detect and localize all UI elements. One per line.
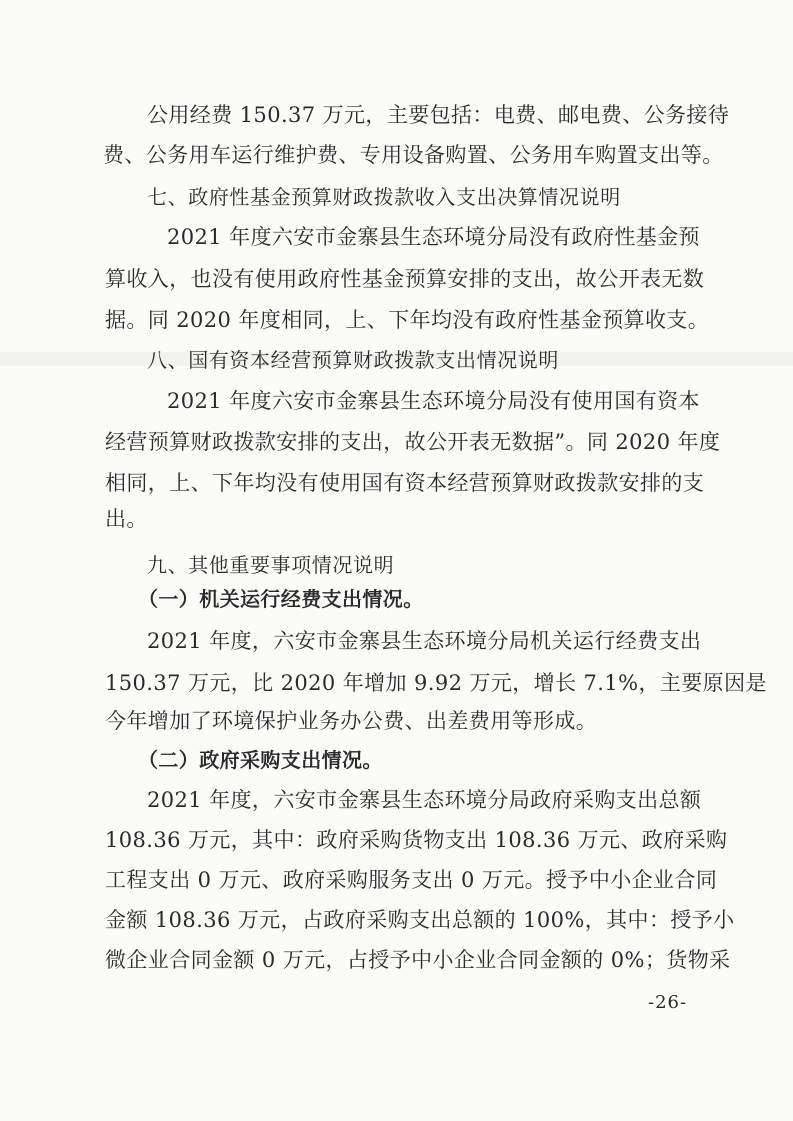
text-line: 出。 [105,507,148,531]
text-line: 150.37 万元，比 2020 年增加 9.92 万元，增长 7.1%，主要原因是 [105,671,767,695]
section-heading: 七、政府性基金预算财政拨款收入支出决算情况说明 [147,185,621,209]
section-heading: 八、国有资本经营预算财政拨款支出情况说明 [147,348,559,372]
subsection-heading: （一）机关运行经费支出情况。 [138,587,424,611]
text-line: 公用经费 150.37 万元，主要包括：电费、邮电费、公务接待 [147,103,730,127]
text-line: 微企业合同金额 0 万元，占授予中小企业合同金额的 0%；货物采 [105,948,731,972]
text-line: 今年增加了环境保护业务办公费、出差费用等形成。 [105,709,598,733]
text-line: 金额 108.36 万元，占政府采购支出总额的 100%，其中：授予小 [105,908,735,932]
text-line: 相同，上、下年均没有使用国有资本经营预算财政拨款安排的支 [105,471,705,495]
subsection-heading: （二）政府采购支出情况。 [138,748,383,772]
text-line: 2021 年度六安市金寨县生态环境分局没有使用国有资本 [167,389,700,413]
text-line: 算收入，也没有使用政府性基金预算安排的支出，故公开表无数 [105,267,705,291]
text-line: 2021 年度六安市金寨县生态环境分局没有政府性基金预 [167,225,700,249]
text-line: 费、公务用车运行维护费、专用设备购置、公务用车购置支出等。 [103,143,724,167]
text-line: 工程支出 0 万元、政府采购服务支出 0 万元。授予中小企业合同 [105,868,718,892]
text-line: 经营预算财政拨款安排的支出，故公开表无数据”。同 2020 年度 [105,430,721,454]
section-heading: 九、其他重要事项情况说明 [147,553,395,577]
text-line: 据。同 2020 年度相同，上、下年均没有政府性基金预算收支。 [105,308,710,332]
text-line: 2021 年度，六安市金寨县生态环境分局政府采购支出总额 [147,788,702,812]
page-number: -26- [648,992,688,1013]
text-line: 2021 年度，六安市金寨县生态环境分局机关运行经费支出 [147,629,702,653]
text-line: 108.36 万元，其中：政府采购货物支出 108.36 万元、政府采购 [105,828,728,852]
